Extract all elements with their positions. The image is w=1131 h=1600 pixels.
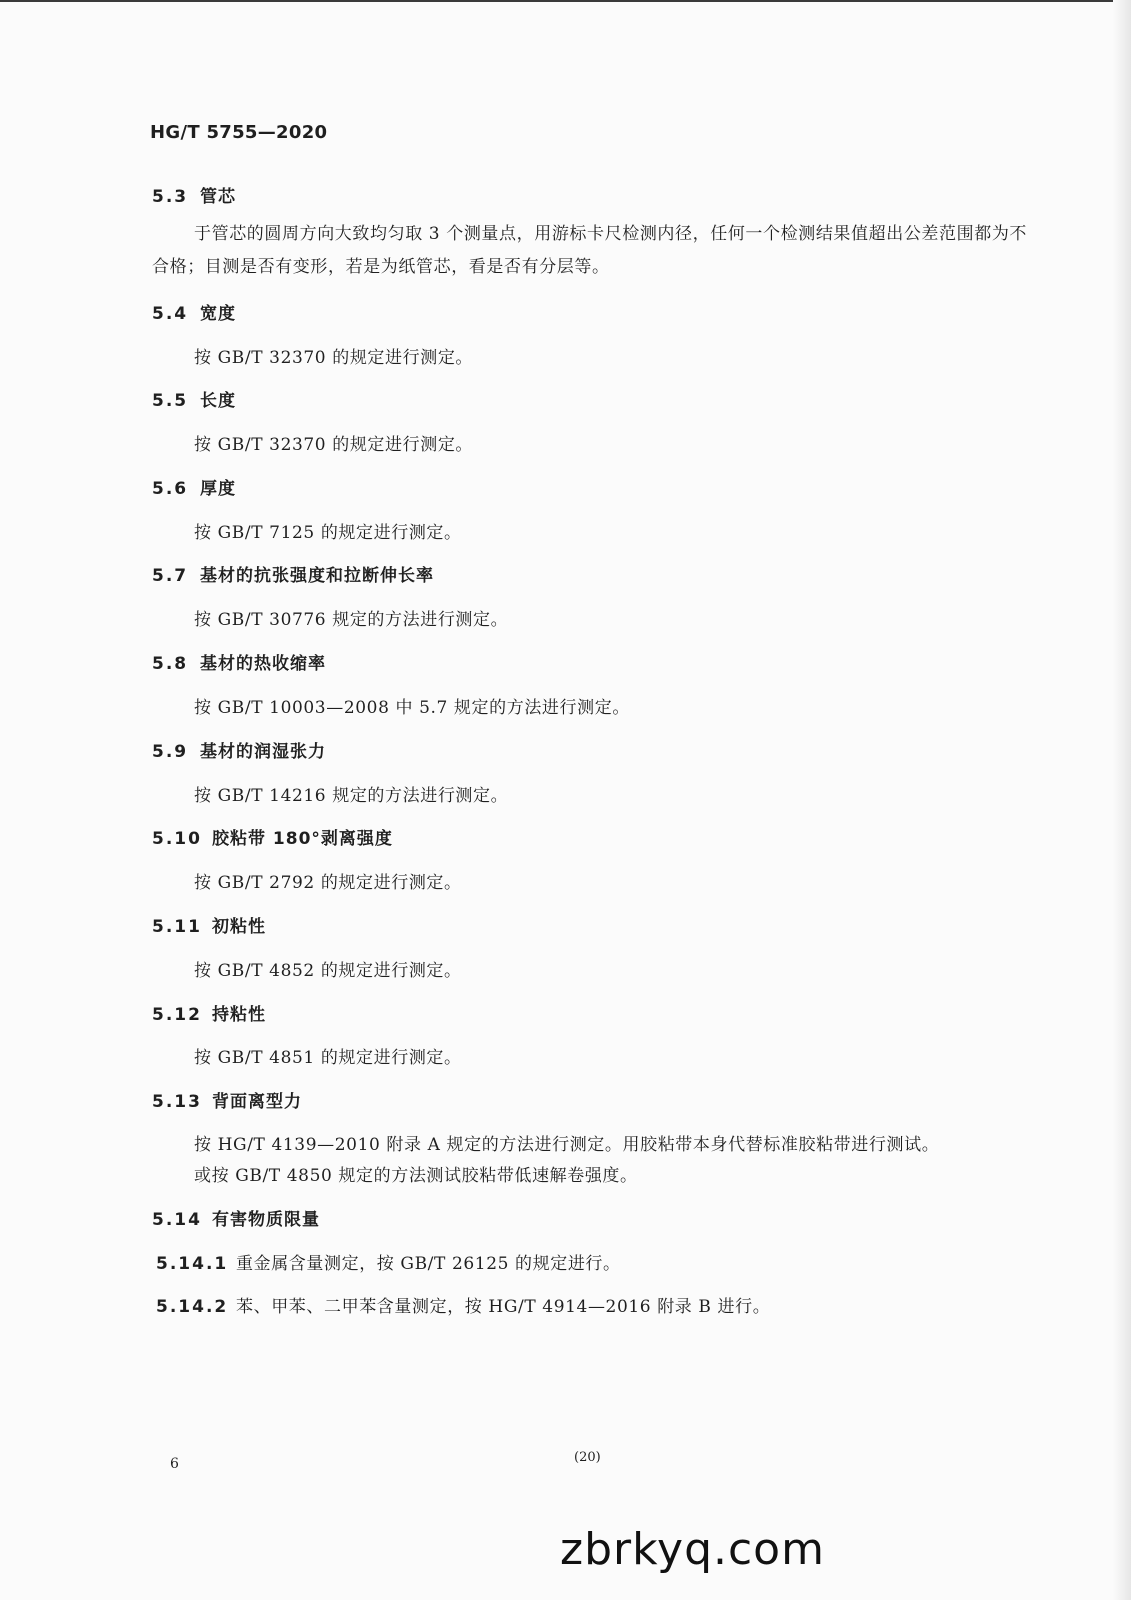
- section-heading: [152, 299, 236, 324]
- subsection-text: 重金属含量测定，按 GB/T 26125 的规定进行。: [236, 1254, 621, 1274]
- section-heading: [152, 182, 236, 207]
- subsection-number: 5.14.1: [156, 1254, 229, 1274]
- section-heading: [152, 912, 266, 937]
- section-number: 5.10: [152, 829, 202, 849]
- section-title: 基材的热收缩率: [200, 654, 326, 674]
- paragraph: 按 GB/T 4852 的规定进行测定。: [194, 961, 462, 981]
- section-title: 持粘性: [212, 1005, 266, 1025]
- paragraph: 于管芯的圆周方向大致均匀取 3 个测量点，用游标卡尺检测内径，任何一个检测结果值超出公差范围都为不合格；目测是否有变形，若是为纸管芯，看是否有分层等。: [152, 224, 1028, 277]
- paragraph: 按 GB/T 32370 的规定进行测定。: [194, 435, 474, 455]
- subsection: [156, 1292, 770, 1317]
- section-title: 宽度: [200, 304, 236, 324]
- section-title: 基材的抗张强度和拉断伸长率: [200, 566, 434, 586]
- section-number: 5.13: [152, 1092, 202, 1112]
- paragraph: 按 GB/T 32370 的规定进行测定。: [194, 348, 474, 368]
- page-bracket-number: (20): [574, 1450, 601, 1465]
- paragraph: 按 GB/T 4851 的规定进行测定。: [194, 1048, 462, 1068]
- section-number: 5.8: [152, 654, 189, 674]
- section-title: 厚度: [200, 479, 236, 499]
- section-heading: [152, 1087, 302, 1112]
- paragraph: 按 GB/T 30776 规定的方法进行测定。: [194, 610, 509, 630]
- section-number: 5.12: [152, 1005, 202, 1025]
- section-heading: [152, 561, 434, 586]
- section-number: 5.4: [152, 304, 189, 324]
- standard-code-header: HG/T 5755—2020: [150, 122, 328, 143]
- paragraph: 按 GB/T 14216 规定的方法进行测定。: [194, 786, 509, 806]
- section-heading: [152, 386, 236, 411]
- section-heading: [152, 737, 326, 762]
- section-heading: [152, 824, 393, 849]
- scan-top-edge: [0, 0, 1131, 2]
- paragraph: 按 GB/T 7125 的规定进行测定。: [194, 523, 462, 543]
- watermark-text: zbrkyq.com: [560, 1524, 825, 1575]
- section-title: 管芯: [200, 187, 236, 207]
- section-title: 基材的润湿张力: [200, 742, 326, 762]
- section-number: 5.14: [152, 1210, 202, 1230]
- section-heading: [152, 1000, 266, 1025]
- scan-right-edge: [1113, 0, 1131, 1600]
- section-number: 5.9: [152, 742, 189, 762]
- section-number: 5.11: [152, 917, 202, 937]
- section-heading: [152, 474, 236, 499]
- paragraph: 按 GB/T 10003—2008 中 5.7 规定的方法进行测定。: [194, 698, 630, 718]
- section-number: 5.6: [152, 479, 189, 499]
- page-number: 6: [170, 1456, 179, 1472]
- section-number: 5.5: [152, 391, 189, 411]
- section-number: 5.3: [152, 187, 189, 207]
- section-title: 胶粘带 180°剥离强度: [212, 829, 393, 849]
- subsection: [156, 1249, 621, 1274]
- paragraph: 或按 GB/T 4850 规定的方法测试胶粘带低速解卷强度。: [194, 1166, 638, 1186]
- section-heading: [152, 1205, 320, 1230]
- paragraph: 按 GB/T 2792 的规定进行测定。: [194, 873, 462, 893]
- section-title: 有害物质限量: [212, 1210, 320, 1230]
- paragraph: 按 HG/T 4139—2010 附录 A 规定的方法进行测定。用胶粘带本身代替标准胶粘带进行测试。: [194, 1135, 940, 1155]
- section-title: 初粘性: [212, 917, 266, 937]
- section-heading: [152, 649, 326, 674]
- section-title: 长度: [200, 391, 236, 411]
- section-title: 背面离型力: [212, 1092, 302, 1112]
- subsection-number: 5.14.2: [156, 1297, 229, 1317]
- section-number: 5.7: [152, 566, 189, 586]
- subsection-text: 苯、甲苯、二甲苯含量测定，按 HG/T 4914—2016 附录 B 进行。: [236, 1297, 771, 1317]
